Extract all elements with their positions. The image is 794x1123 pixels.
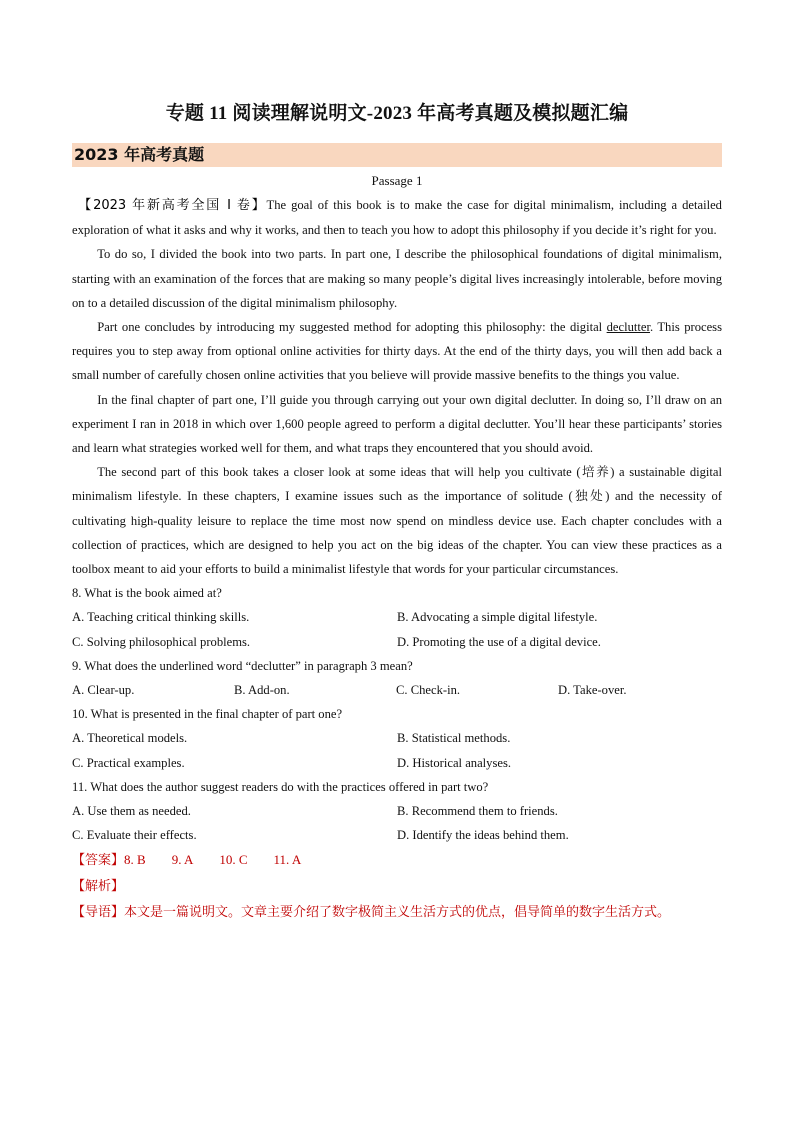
paragraph-1 [72,193,722,242]
answer-item: 10. C [219,852,248,868]
option: D. Promoting the use of a digital device. [397,634,601,649]
answer-item: 11. A [273,852,302,868]
answer-label: 【答案】 [72,853,125,869]
guide-label: 【导语】 [72,905,125,921]
option: C. Practical examples. [72,755,185,770]
analysis-label: 【解析】 [72,879,125,895]
option: A. Theoretical models. [72,731,188,746]
question-options [72,630,722,654]
question-options [72,605,722,629]
paragraph-4: In the final chapter of part one, I’ll guide you through carrying out your own digital declutter. In doing so, I’ll draw on an experiment I ran in 2018 in which over 1,600 people agreed to perform a digital declutter. You’ll hear these participants’ stories and learn what strategies worked well for them, and what traps they encountered that you should avoid. [72,392,722,456]
passage-label: Passage 1 [371,173,423,188]
paragraph-3-text-b: . This process requires you to step away from optional online activities for thirty days. At the end of the thirty days, you will then add back a small number of carefully chosen online activities that you believe will provide massive benefits to the things you value. [72,320,722,383]
question-options [72,726,722,750]
section-title: 2023 年高考真题 [74,145,205,164]
question-stem: 11. What does the author suggest readers do with the practices offered in part two? [72,779,489,794]
paragraph-3 [72,315,722,388]
question-options [72,823,722,847]
paragraph-5: The second part of this book takes a closer look at some ideas that will help you cultivate (培养) a sustainable digital minimalism lifestyle. In these chapters, I examine issues such as the importance of solitude (独处) and the necessity of cultivating high-quality leisure to replace the time most now spend on mindless device use. Each chapter concludes with a collection of practices, which are designed to help you act on the big ideas of the chapter. You can view these practices as a toolbox meant to aid your efforts to build a minimalist lifestyle that words for your particular circumstances. [72,465,722,577]
question-options [72,678,722,702]
option: B. Statistical methods. [397,731,511,746]
question-options [72,799,722,823]
document-title: 专题 11 阅读理解说明文-2023 年高考真题及模拟题汇编 [165,103,629,124]
paragraph-1-text: The goal of this book is to make the case for digital minimalism, including a detailed exploration of what it asks and why it works, and then to teach you how to adopt this philosophy if you decide it’s right for you. [72,198,722,238]
question-options [72,751,722,775]
analysis-line [72,873,722,899]
option: A. Teaching critical thinking skills. [72,610,250,625]
answer-item: 9. A [171,852,194,868]
answer-item: 8. B [124,852,146,868]
option: B. Add-on. [234,683,290,698]
guide-line [72,899,722,925]
option: D. Identify the ideas behind them. [397,828,569,843]
answer-line [72,847,722,873]
document-page [72,98,722,925]
option: D. Take-over. [558,683,627,698]
question-stem: 10. What is presented in the final chapter of part one? [72,707,343,722]
question-stem: 8. What is the book aimed at? [72,586,222,601]
underlined-word: declutter [606,320,650,335]
paragraph-2: To do so, I divided the book into two parts. In part one, I describe the philosophical foundations of digital minimalism, starting with an examination of the forces that are making so many people’s digital lives increasingly intolerable, before moving on to a detailed discussion of the digital minimalism philosophy. [72,247,722,310]
option: A. Use them as needed. [72,804,191,819]
option: B. Recommend them to friends. [397,804,558,819]
option: D. Historical analyses. [397,755,512,770]
option: C. Evaluate their effects. [72,828,197,843]
paragraph-3-text-a: Part one concludes by introducing my suggested method for adopting this philosophy: the digital [97,320,607,335]
option: C. Solving philosophical problems. [72,634,251,649]
section-header [72,143,722,167]
source-tag: 【2023 年新高考全国 I 卷】 [78,198,267,213]
question-stem: 9. What does the underlined word “declutter” in paragraph 3 mean? [72,658,413,673]
option: B. Advocating a simple digital lifestyle. [397,610,598,625]
option: C. Check-in. [396,683,461,698]
guide-text: 本文是一篇说明文。文章主要介绍了数字极简主义生活方式的优点，倡导简单的数字生活方式。 [124,905,671,921]
option: A. Clear-up. [72,683,135,698]
